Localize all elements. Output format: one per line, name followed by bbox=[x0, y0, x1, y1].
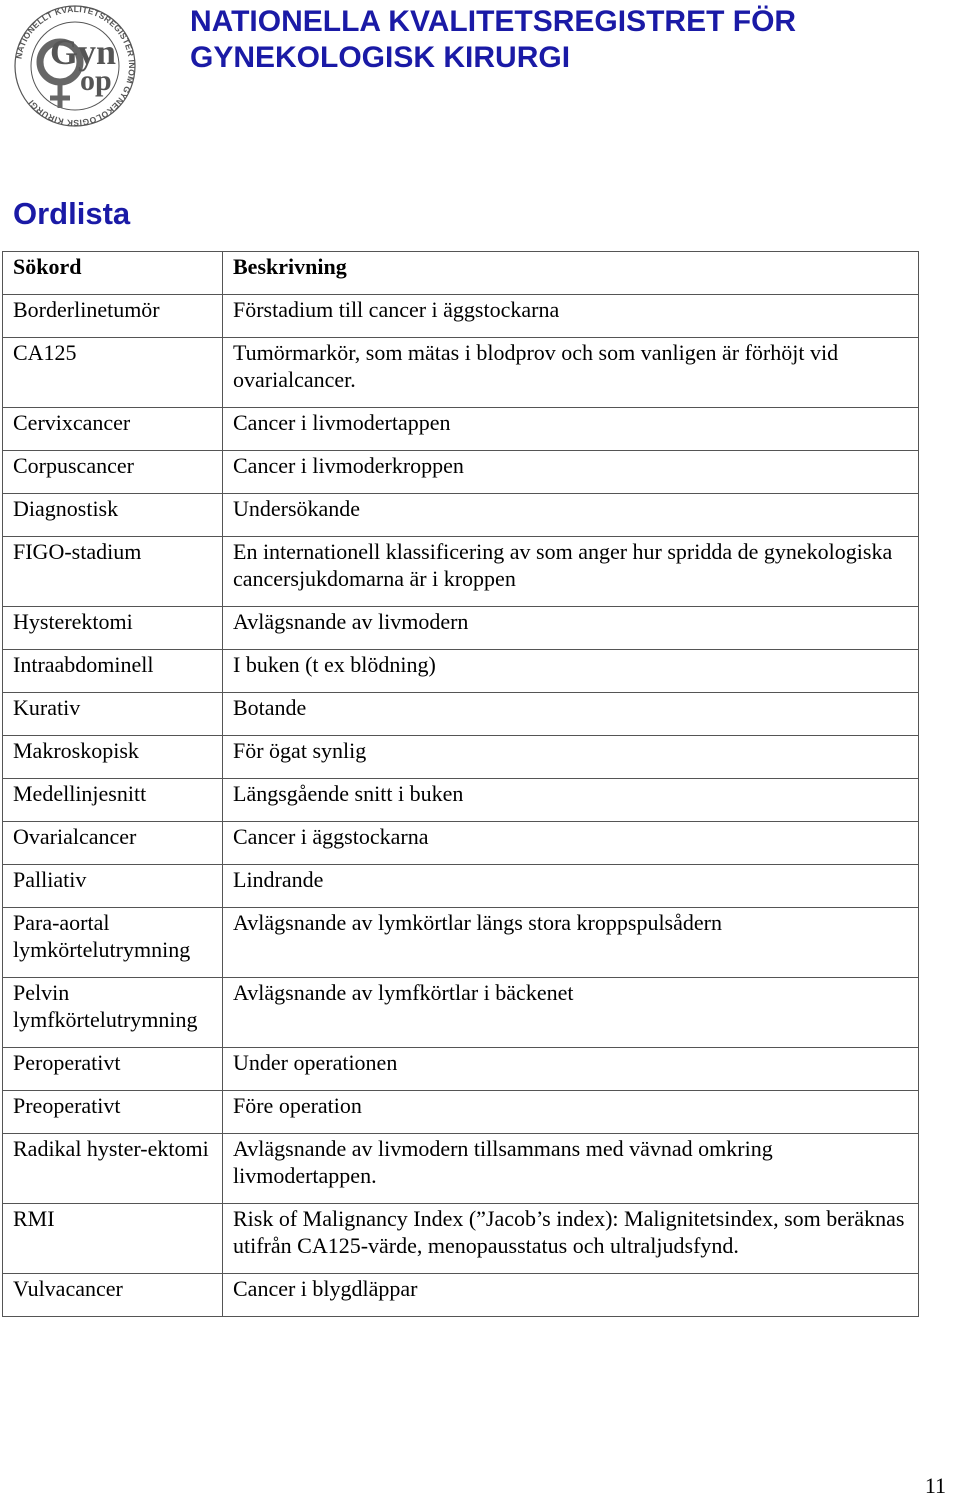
table-row bbox=[3, 693, 919, 736]
term-cell: Borderlinetumör bbox=[3, 295, 223, 338]
term-cell: Cervixcancer bbox=[3, 408, 223, 451]
gyn-op-logo-icon bbox=[10, 4, 140, 128]
term-cell: Corpuscancer bbox=[3, 451, 223, 494]
glossary-table bbox=[2, 251, 919, 1317]
term-cell: CA125 bbox=[3, 338, 223, 408]
table-header-row bbox=[3, 252, 919, 295]
table-row bbox=[3, 1204, 919, 1274]
header-description: Beskrivning bbox=[223, 252, 919, 295]
table-row bbox=[3, 822, 919, 865]
term-cell: Preoperativt bbox=[3, 1091, 223, 1134]
table-row bbox=[3, 607, 919, 650]
term-cell: Radikal hyster-ektomi bbox=[3, 1134, 223, 1204]
table-row bbox=[3, 338, 919, 408]
table-row bbox=[3, 650, 919, 693]
description-cell: Cancer i äggstockarna bbox=[223, 822, 919, 865]
term-cell: Medellinjesnitt bbox=[3, 779, 223, 822]
registry-title bbox=[190, 4, 930, 76]
description-cell: En internationell klassificering av som anger hur spridda de gynekologiska cancersjukdomarna är i kroppen bbox=[223, 537, 919, 607]
description-cell: Förstadium till cancer i äggstockarna bbox=[223, 295, 919, 338]
term-cell: Para-aortal lymkörtelutrymning bbox=[3, 908, 223, 978]
glossary-body bbox=[3, 295, 919, 1317]
table-row bbox=[3, 537, 919, 607]
svg-text:op: op bbox=[80, 64, 112, 97]
table-row bbox=[3, 295, 919, 338]
table-row bbox=[3, 451, 919, 494]
table-row bbox=[3, 779, 919, 822]
term-cell: Intraabdominell bbox=[3, 650, 223, 693]
table-row bbox=[3, 1048, 919, 1091]
svg-text:Gyn: Gyn bbox=[50, 32, 117, 72]
section-title: Ordlista bbox=[13, 196, 131, 231]
term-cell: Ovarialcancer bbox=[3, 822, 223, 865]
description-cell: Avlägsnande av livmodern bbox=[223, 607, 919, 650]
description-cell: Avlägsnande av livmodern tillsammans med vävnad omkring livmodertappen. bbox=[223, 1134, 919, 1204]
description-cell: Tumörmarkör, som mätas i blodprov och som vanligen är förhöjt vid ovarialcancer. bbox=[223, 338, 919, 408]
term-cell: RMI bbox=[3, 1204, 223, 1274]
term-cell: Makroskopisk bbox=[3, 736, 223, 779]
description-cell: Cancer i livmodertappen bbox=[223, 408, 919, 451]
term-cell: Hysterektomi bbox=[3, 607, 223, 650]
description-cell: Botande bbox=[223, 693, 919, 736]
description-cell: Före operation bbox=[223, 1091, 919, 1134]
term-cell: Kurativ bbox=[3, 693, 223, 736]
registry-title-line1: NATIONELLA KVALITETSREGISTRET FÖR bbox=[190, 5, 797, 38]
table-row bbox=[3, 408, 919, 451]
page-number: 11 bbox=[924, 1473, 946, 1498]
table-row bbox=[3, 1274, 919, 1317]
term-cell: Diagnostisk bbox=[3, 494, 223, 537]
table-row bbox=[3, 1091, 919, 1134]
table-row bbox=[3, 494, 919, 537]
table-row bbox=[3, 908, 919, 978]
description-cell: Risk of Malignancy Index (”Jacob’s index): Malignitetsindex, som beräknas utifrån CA125-värde, menopausstatus och ultraljudsfynd. bbox=[223, 1204, 919, 1274]
description-cell: Lindrande bbox=[223, 865, 919, 908]
term-cell: Peroperativt bbox=[3, 1048, 223, 1091]
description-cell: Under operationen bbox=[223, 1048, 919, 1091]
description-cell: Längsgående snitt i buken bbox=[223, 779, 919, 822]
registry-title-line2: GYNEKOLOGISK KIRURGI bbox=[190, 41, 571, 74]
table-row bbox=[3, 1134, 919, 1204]
svg-text:NATIONELLT KVALITETSREGISTER I: NATIONELLT KVALITETSREGISTER INOM GYNEKOLOGISK KIRURGI bbox=[13, 4, 138, 128]
term-cell: Palliativ bbox=[3, 865, 223, 908]
header-term: Sökord bbox=[3, 252, 223, 295]
description-cell: Avlägsnande av lymfkörtlar i bäckenet bbox=[223, 978, 919, 1048]
description-cell: Cancer i blygdläppar bbox=[223, 1274, 919, 1317]
description-cell: Avlägsnande av lymkörtlar längs stora kroppspulsådern bbox=[223, 908, 919, 978]
table-row bbox=[3, 865, 919, 908]
description-cell: Undersökande bbox=[223, 494, 919, 537]
term-cell: Pelvin lymfkörtelutrymning bbox=[3, 978, 223, 1048]
table-row bbox=[3, 978, 919, 1048]
description-cell: Cancer i livmoderkroppen bbox=[223, 451, 919, 494]
registry-logo bbox=[10, 4, 140, 128]
table-row bbox=[3, 736, 919, 779]
description-cell: För ögat synlig bbox=[223, 736, 919, 779]
description-cell: I buken (t ex blödning) bbox=[223, 650, 919, 693]
term-cell: FIGO-stadium bbox=[3, 537, 223, 607]
term-cell: Vulvacancer bbox=[3, 1274, 223, 1317]
